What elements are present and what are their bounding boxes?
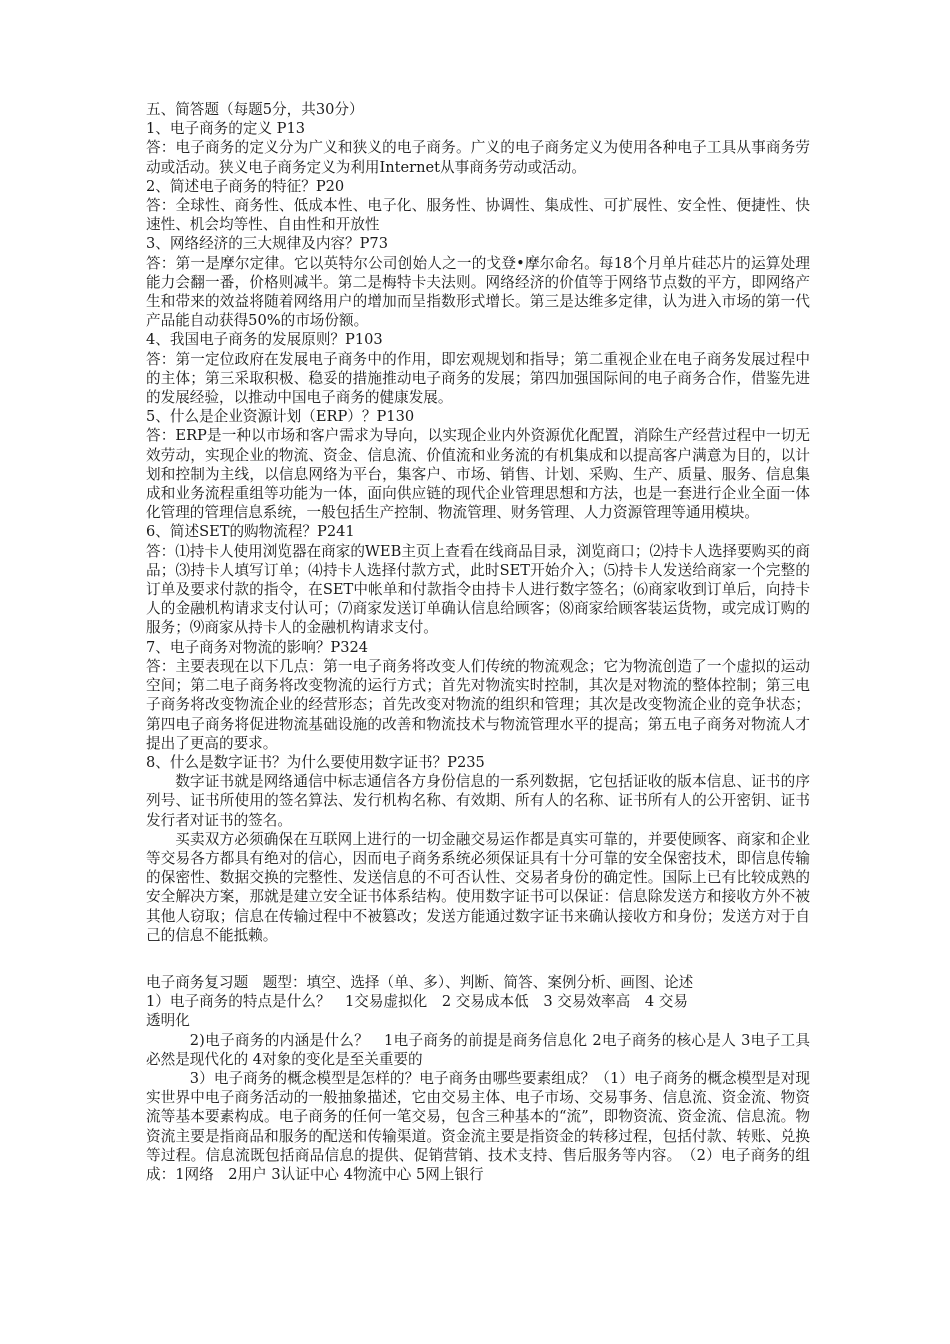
question-4: 4、我国电子商务的发展原则？P103	[146, 331, 383, 349]
question-8: 8、什么是数字证书？为什么要使用数字证书？P235	[146, 753, 485, 771]
question-3: 3、网络经济的三大规律及内容？P73	[146, 235, 388, 253]
answer-4: 答：第一定位政府在发展电子商务中的作用，即宏观规划和指导；第二重视企业在电子商务发展过程中的主体；第三采取积极、稳妥的措施推动电子商务的发展；第四加强国际间的电子商务合作，借鉴先进的发展经验，以推动中国电子商务的健康发展。	[146, 350, 810, 407]
question-5: 5、什么是企业资源计划（ERP）？P130	[146, 408, 415, 426]
review-item-3: 3）电子商务的概念模型是怎样的？电子商务由哪些要素组成？（1）电子商务的概念模型是对现实世界中电子商务活动的一般抽象描述，它由交易主体、电子市场、交易事务、信息流、资金流、物资流等基本要素构成。电子商务的任何一笔交易，包含三种基本的“流”，即物资流、资金流、信息流。物资流主要是指商品和服务的配送和传输渠道。资金流主要是指资金的转移过程，包括付款、转账、兑换等过程。信息流既包括商品信息的提供、促销营销、技术支持、售后服务等内容。 （2）电子商务的组成：1网络 2用户 3认证中心 4物流中心 5网上银行	[146, 1069, 810, 1183]
answer-5: 答：ERP是一种以市场和客户需求为导向，以实现企业内外资源优化配置，消除生产经营过程中一切无效劳动，实现企业的物流、资金、信息流、价值流和业务流的有机集成和以提高客户满意为目的，以计划和控制为主线，以信息网络为平台，集客户、市场、销售、计划、采购、生产、质量、服务、信息集成和业务流程重组等功能为一体，面向供应链的现代企业管理思想和方法，也是一套进行企业全面一体化管理的管理信息系统，一般包括生产控制、物流管理、财务管理、人力资源管理等通用模块。	[146, 427, 810, 522]
question-1: 1、电子商务的定义 P13	[146, 120, 306, 138]
question-6: 6、简述SET的购物流程？P241	[146, 523, 355, 541]
section-spacer	[146, 945, 810, 973]
answer-2: 答：全球性、商务性、低成本性、电子化、服务性、协调性、集成性、可扩展性、安全性、便捷性、快速性、机会均等性、自由性和开放性	[146, 197, 810, 234]
answer-3: 答：第一是摩尔定律。它以英特尔公司创始人之一的戈登•摩尔命名。每18个月单片硅芯片的运算处理能力会翻一番，价格则减半。第二是梅特卡夫法则。网络经济的价值等于网络节点数的平方，即网络产生和带来的效益将随着网络用户的增加而呈指数形式增长。第三是达维多定律，认为进入市场的第一代产品能自动获得50%的市场份额。	[146, 254, 810, 330]
answer-8-paragraph-1: 数字证书就是网络通信中标志通信各方身份信息的一系列数据，它包括证收的版本信息、证书的序列号、证书所使用的签名算法、发行机构名称、有效期、所有人的名称、证书所有人的公开密钥、证书发行者对证书的签名。	[146, 773, 810, 829]
answer-1: 答：电子商务的定义分为广义和狭义的电子商务。广义的电子商务定义为使用各种电子工具从事商务劳动或活动。狭义电子商务定义为利用Internet从事商务劳动或活动。	[146, 139, 810, 176]
review-item-1-continuation: 透明化	[146, 1012, 190, 1030]
review-item-1: 1）电子商务的特点是什么？ 1交易虚拟化 2 交易成本低 3 交易效率高 4 交易	[146, 993, 688, 1011]
question-7: 7、电子商务对物流的影响？P324	[146, 638, 369, 656]
question-2: 2、简述电子商务的特征？P20	[146, 177, 345, 195]
answer-8-paragraph-2: 买卖双方必须确保在互联网上进行的一切金融交易运作都是真实可靠的，并要使顾客、商家和企业等交易各方都具有绝对的信心，因而电子商务系统必须保证具有十分可靠的安全保密技术，即信息传输的保密性、数据交换的完整性、发送信息的不可否认性、交易者身份的确定性。国际上已有比较成熟的安全解决方案，那就是建立安全证书体系结构。使用数字证书可以保证：信息除发送方和接收方外不被其他人窃取；信息在传输过程中不被篡改；发送方能通过数字证书来确认接收方和身份；发送方对于自己的信息不能抵赖。	[146, 830, 810, 944]
section-title: 五、简答题（每题5分，共30分）	[146, 101, 364, 118]
answer-6: 答：⑴持卡人使用浏览器在商家的WEB主页上查看在线商品目录，浏览商口；⑵持卡人选择要购买的商品；⑶持卡人填写订单；⑷持卡人选择付款方式，此时SET开始介入；⑸持卡人发送给商家一个完整的订单及要求付款的指令，在SET中帐单和付款指令由持卡人进行数字签名；⑹商家收到订单后，向持卡人的金融机构请求支付认可；⑺商家发送订单确认信息给顾客；⑻商家给顾客装运货物，或完成订购的服务；⑼商家从持卡人的金融机构请求支付。	[146, 542, 810, 637]
review-item-2: 2)电子商务的内涵是什么？ 1电子商务的前提是商务信息化 2电子商务的核心是人 3电子工具必然是现代化的 4对象的变化是至关重要的	[146, 1031, 810, 1068]
document-content	[146, 100, 810, 1184]
answer-7: 答：主要表现在以下几点：第一电子商务将改变人们传统的物流观念；它为物流创造了一个虚拟的运动空间；第二电子商务将改变物流的运行方式；首先对物流实时控制，其次是对物流的整体控制；第三电子商务将改变物流企业的经营形态；首先改变对物流的组织和管理；其次是改变物流企业的竞争状态；第四电子商务将促进物流基础设施的改善和物流技术与物流管理水平的提高；第五电子商务对物流人才提出了更高的要求。	[146, 657, 810, 752]
review-title: 电子商务复习题 题型：填空、选择（单、多）、判断、简答、案例分析、画图、论述	[146, 973, 694, 991]
